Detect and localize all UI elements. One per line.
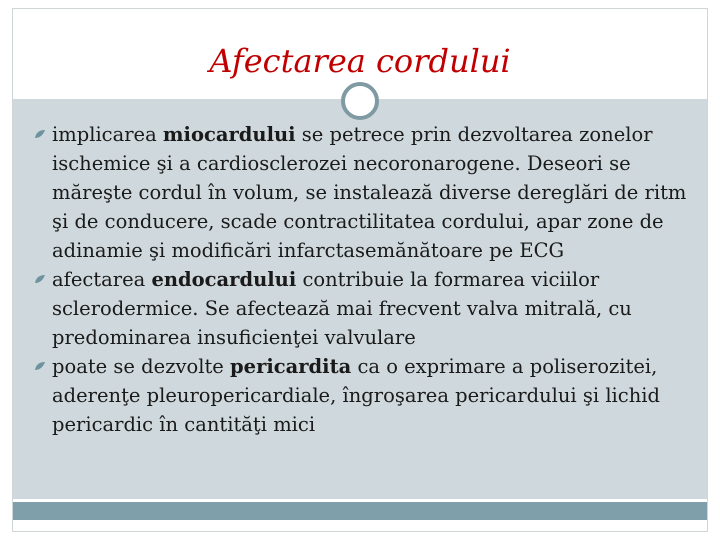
divider-circle-icon [341,82,379,120]
bullet-text-bold: miocardului [162,123,296,146]
bullet-text-post: contribuie la formarea viciilor sclerodermice. Se afectează mai frecvent valva mitrală, cu predominarea insuficienţei valvulare [52,268,632,349]
bullet-text-bold: pericardita [230,355,352,378]
bullet-item [38,352,688,439]
bullet-text-post: ca o exprimare a poliserozitei, aderenţe pleuropericardiale, îngroşarea pericardului şi lichid pericardic în cantităţi mici [52,355,660,436]
footer-bar [13,502,707,520]
slide-title: Afectarea cordului [209,42,511,80]
bullet-list [38,120,688,439]
bullet-text-bold: endocardului [151,268,297,291]
bullet-text-pre: implicarea [52,123,163,146]
bullet-text-pre: poate se dezvolte [52,355,231,378]
bullet-text-pre: afectarea [52,268,152,291]
leaf-bullet-icon [34,361,46,371]
leaf-bullet-icon [34,129,46,139]
bullet-item [38,265,688,352]
leaf-bullet-icon [34,274,46,284]
bullet-text-post: se petrece prin dezvoltarea zonelor ischemice şi a cardiosclerozei necoronarogene. Deseori se măreşte cordul în volum, se instalează diverse dereglări de ritm şi de conducere, scade contractilitatea cordului, apar zone de adinamie şi modificări infarctasemănătoare pe ECG [52,123,687,262]
bullet-item [38,120,688,265]
